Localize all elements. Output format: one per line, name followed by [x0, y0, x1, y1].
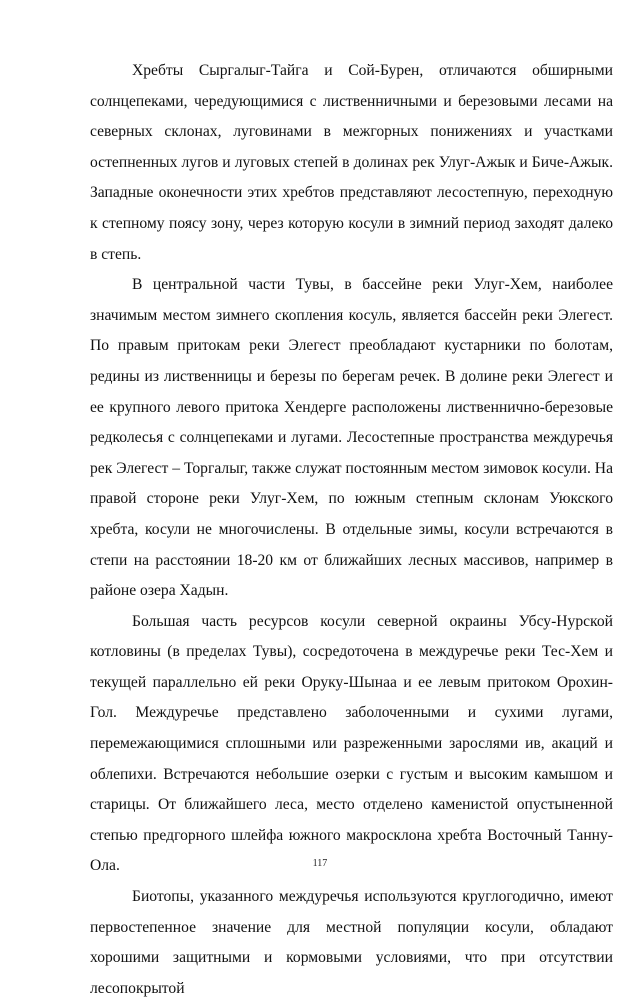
paragraph-3: Большая часть ресурсов косули северной окраины Убсу-Нурской котловины (в пределах Тувы), сосредоточена в междуречье реки Тес-Хем и текущей параллельно ей реки Оруку-Шынаа и ее левым притоком Орохин-Гол. Междуречье представлено заболоченными и сухими лугами, перемежающимися сплошными или разреженными зарослями ив, акаций и облепихи. Встречаются небольшие озерки с густым и высоким камышом и старицы. От ближайшего леса, место отделено каменистой опустыненной степью предгорного шлейфа южного макросклона хребта Восточный Танну-Ола.: [90, 612, 613, 875]
paragraph-1: Хребты Сыргалыг-Тайга и Сой-Бурен, отличаются обширными солнцепеками, чередующимися с лиственничными и березовыми лесами на северных склонах, луговинами в межгорных понижениях и участками остепненных лугов и луговых степей в долинах рек Улуг-Ажык и Биче-Ажык. Западные оконечности этих хребтов представляют лесостепную, переходную к степному поясу зону, через которую косули в зимний период заходят далеко в степь.: [90, 62, 613, 263]
page-number: 117: [312, 858, 328, 869]
paragraph-2: В центральной части Тувы, в бассейне реки Улуг-Хем, наиболее значимым местом зимнего скопления косуль, является бассейн реки Элегест. По правым притокам реки Элегест преобладают кустарники по болотам, редины из лиственницы и березы по берегам речек. В долине реки Элегест и ее крупного левого притока Хендерге расположены лиственнично-березовые редколесья с солнцепеками и лугами. Лесостепные пространства междуречья рек Элегест – Торгалыг, также служат постоянным местом зимовок косули. На правой стороне реки Улуг-Хем, по южным степным склонам Уюкского хребта, косули не многочислены. В отдельные зимы, косули встречаются в степи на расстоянии 18-20 км от ближайших лесных массивов, например в районе озера Хадын.: [90, 276, 613, 600]
paragraph-4: Биотопы, указанного междуречья используются круглогодично, имеют первостепенное значение для местной популяции косули, обладают хорошими защитными и кормовыми условиями, что при отсутствии лесопокрытой: [90, 888, 613, 997]
